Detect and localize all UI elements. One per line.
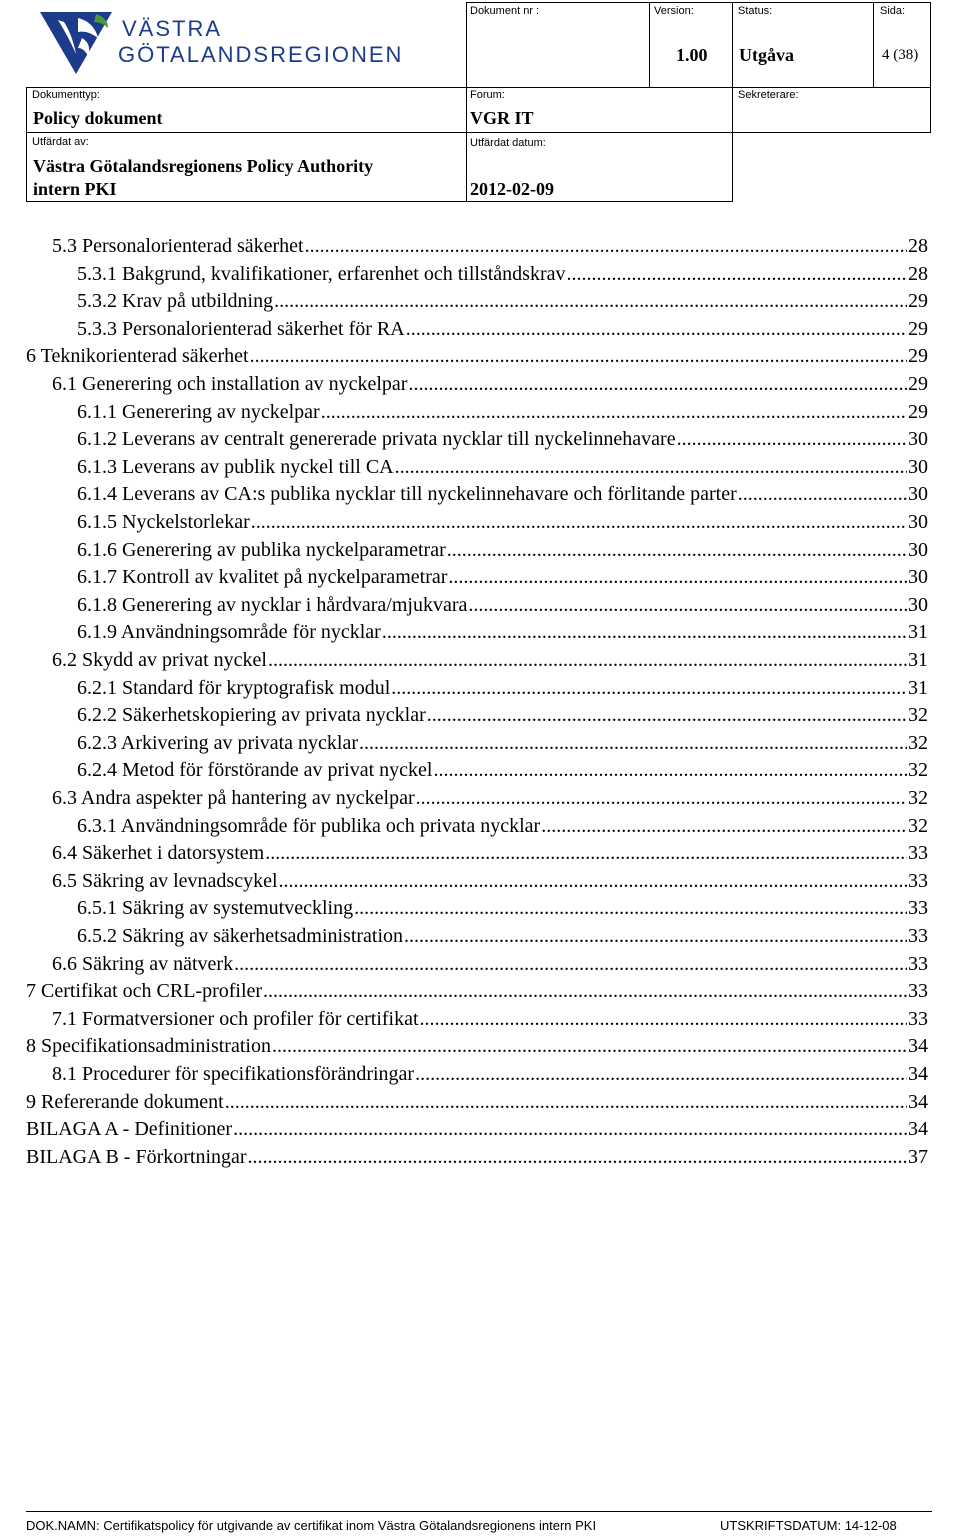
toc-entry-page: 30	[908, 511, 928, 533]
toc-entry-page: 30	[908, 566, 928, 589]
toc-entry[interactable]	[77, 260, 928, 288]
toc-entry[interactable]	[52, 1060, 928, 1088]
toc-entry-title: 8.1 Procedurer för specifikationsförändringar	[52, 1063, 415, 1085]
logo-line-1: VÄSTRA	[122, 16, 223, 41]
toc-leader-dots	[359, 729, 907, 757]
toc-leader-dots	[395, 453, 907, 481]
toc-entry[interactable]	[77, 480, 928, 508]
toc-entry-page: 29	[908, 290, 928, 313]
toc-entry[interactable]	[77, 508, 928, 536]
toc-entry-page: 32	[908, 814, 928, 837]
doc-nr-label: Dokument nr :	[470, 5, 540, 17]
toc-entry[interactable]	[52, 370, 928, 398]
toc-entry-page: 33	[908, 897, 928, 920]
toc-entry[interactable]	[77, 618, 928, 646]
toc-entry-page: 30	[908, 538, 928, 561]
toc-entry-title: 6.1.7 Kontroll av kvalitet på nyckelparametrar	[77, 566, 448, 589]
toc-entry-title: 6.5 Säkring av levnadscykel	[52, 869, 278, 892]
toc-leader-dots	[382, 618, 907, 646]
toc-entry-title: 6.3 Andra aspekter på hantering av nyckelpar	[52, 787, 415, 809]
toc-entry-page: 29	[908, 345, 928, 368]
issued-by-line-2: intern PKI	[33, 179, 117, 199]
toc-entry[interactable]	[26, 342, 928, 370]
toc-leader-dots	[234, 950, 907, 978]
toc-entry-title: 6.1.1 Generering av nyckelpar	[77, 400, 320, 423]
toc-entry[interactable]	[26, 1088, 928, 1116]
toc-leader-dots	[279, 867, 908, 895]
doctype-value: Policy dokument	[33, 108, 163, 128]
toc-entry[interactable]	[77, 701, 928, 729]
footer-print-date: UTSKRIFTSDATUM: 14-12-08	[720, 1518, 897, 1533]
toc-entry[interactable]	[77, 922, 928, 950]
toc-leader-dots	[272, 1032, 907, 1060]
toc-entry-page: 33	[908, 925, 928, 947]
toc-entry-title: 6.1.2 Leverans av centralt genererade privata nycklar till nyckelinnehavare	[77, 428, 676, 451]
footer-doc-name: DOK.NAMN: Certifikatspolicy för utgivande av certifikat inom Västra Götalandsregionens intern PKI	[26, 1518, 597, 1533]
toc-entry-title: 6.6 Säkring av nätverk	[52, 952, 234, 975]
toc-entry[interactable]	[52, 950, 928, 978]
toc-entry-page: 34	[908, 1118, 928, 1141]
page-value: 4 (38)	[882, 47, 919, 63]
toc-leader-dots	[416, 784, 907, 812]
toc-entry-page: 31	[908, 621, 928, 644]
toc-entry-title: 6.3.1 Användningsområde för publika och privata nycklar	[77, 814, 541, 837]
toc-entry[interactable]	[77, 756, 928, 784]
toc-entry[interactable]	[77, 674, 928, 702]
issued-date-value: 2012-02-09	[470, 179, 554, 199]
toc-leader-dots	[233, 1115, 907, 1143]
toc-entry-title: 6.1.4 Leverans av CA:s publika nycklar till nyckelinnehavare och förlitande parter	[77, 483, 737, 506]
doc-nr-cell	[466, 2, 650, 88]
toc-entry-page: 31	[908, 649, 928, 671]
toc-entry-page: 30	[908, 483, 928, 506]
toc-entry-title: BILAGA B - Förkortningar	[26, 1145, 247, 1168]
toc-entry-title: 6.1.6 Generering av publika nyckelparametrar	[77, 538, 446, 561]
forum-cell	[466, 87, 733, 133]
toc-entry-page: 30	[908, 593, 928, 616]
toc-entry[interactable]	[26, 1032, 928, 1060]
secretary-label: Sekreterare:	[738, 89, 799, 101]
toc-entry-title: 5.3.1 Bakgrund, kvalifikationer, erfarenhet och tillståndskrav	[77, 262, 566, 285]
toc-leader-dots	[677, 425, 907, 453]
toc-entry-title: 6.2.1 Standard för kryptografisk modul	[77, 676, 391, 699]
status-label: Status:	[738, 5, 773, 17]
toc-leader-dots	[567, 260, 908, 288]
toc-entry[interactable]	[26, 977, 928, 1005]
toc-entry-title: 5.3.2 Krav på utbildning	[77, 290, 274, 313]
toc-entry-title: 6.2 Skydd av privat nyckel	[52, 649, 267, 671]
toc-entry-title: 6.1.9 Användningsområde för nycklar	[77, 621, 381, 644]
toc-entry-title: 6.1.3 Leverans av publik nyckel till CA	[77, 455, 394, 478]
version-cell	[649, 2, 733, 88]
toc-entry[interactable]	[52, 839, 928, 867]
toc-leader-dots	[265, 839, 907, 867]
toc-entry[interactable]	[52, 784, 928, 812]
toc-entry-title: 6.2.2 Säkerhetskopiering av privata nycklar	[77, 704, 426, 727]
toc-entry[interactable]	[77, 425, 928, 453]
toc-entry[interactable]	[77, 315, 928, 343]
toc-entry-title: 6.1.5 Nyckelstorlekar	[77, 511, 250, 533]
toc-entry-page: 33	[908, 869, 928, 892]
toc-entry[interactable]	[26, 1115, 928, 1143]
toc-leader-dots	[433, 756, 907, 784]
toc-entry-title: 6.1 Generering och installation av nyckelpar	[52, 373, 408, 395]
toc-entry-page: 32	[908, 731, 928, 754]
toc-leader-dots	[225, 1088, 907, 1116]
toc-entry-page: 33	[908, 980, 928, 1003]
issued-by-line-1: Västra Götalandsregionens Policy Authority	[33, 156, 374, 176]
toc-entry-page: 28	[908, 235, 928, 257]
toc-entry-title: 5.3 Personalorienterad säkerhet	[52, 235, 304, 257]
toc-entry[interactable]	[52, 1005, 928, 1033]
page-label: Sida:	[880, 5, 906, 17]
doctype-label: Dokumenttyp:	[32, 89, 100, 101]
toc-leader-dots	[406, 315, 907, 343]
toc-entry-page: 34	[908, 1063, 928, 1085]
toc-entry-page: 37	[908, 1145, 928, 1168]
version-value: 1.00	[676, 45, 708, 65]
toc-entry-title: 6.5.2 Säkring av säkerhetsadministration	[77, 925, 404, 947]
toc-leader-dots	[391, 674, 907, 702]
toc-leader-dots	[305, 232, 907, 260]
toc-entry[interactable]	[77, 729, 928, 757]
toc-leader-dots	[415, 1060, 907, 1088]
toc-entry-page: 29	[908, 373, 928, 395]
toc-entry[interactable]	[77, 591, 928, 619]
toc-leader-dots	[420, 1005, 907, 1033]
toc-entry-title: 5.3.3 Personalorienterad säkerhet för RA	[77, 317, 405, 340]
toc-entry[interactable]	[77, 453, 928, 481]
version-label: Version:	[654, 5, 694, 17]
toc-entry-page: 29	[908, 317, 928, 340]
toc-entry-title: 7.1 Formatversioner och profiler för certifikat	[52, 1007, 419, 1030]
toc-entry-title: 6.2.4 Metod för förstörande av privat nyckel	[77, 759, 433, 782]
toc-leader-dots	[738, 480, 907, 508]
toc-entry-page: 33	[908, 1007, 928, 1030]
toc-entry-page: 32	[908, 787, 928, 809]
toc-entry-title: 8 Specifikationsadministration	[26, 1035, 271, 1058]
issued-by-cell	[26, 132, 467, 202]
toc-leader-dots	[248, 1143, 907, 1171]
toc-leader-dots	[541, 812, 907, 840]
toc-leader-dots	[354, 894, 907, 922]
toc-entry-title: 6.5.1 Säkring av systemutveckling	[77, 897, 354, 920]
vgr-logo	[38, 8, 404, 80]
toc-leader-dots	[448, 563, 907, 591]
toc-entry[interactable]	[26, 1143, 928, 1171]
toc-entry-page: 32	[908, 759, 928, 782]
toc-entry-page: 33	[908, 952, 928, 975]
toc-leader-dots	[427, 701, 907, 729]
issued-by-label: Utfärdat av:	[32, 136, 89, 148]
page-cell	[873, 2, 931, 88]
toc-entry-page: 28	[908, 262, 928, 285]
secretary-cell	[732, 87, 931, 133]
toc-leader-dots	[268, 646, 907, 674]
toc-entry[interactable]	[77, 563, 928, 591]
toc-leader-dots	[404, 922, 907, 950]
doctype-cell	[26, 87, 467, 133]
forum-value: VGR IT	[470, 108, 534, 128]
toc-leader-dots	[468, 591, 907, 619]
toc-entry-page: 33	[908, 842, 928, 865]
toc-entry[interactable]	[77, 894, 928, 922]
toc-entry-title: 6.4 Säkerhet i datorsystem	[52, 842, 265, 865]
toc-entry-page: 30	[908, 428, 928, 451]
toc-entry-page: 29	[908, 400, 928, 423]
toc-entry[interactable]	[52, 232, 928, 260]
toc-entry-page: 34	[908, 1090, 928, 1113]
status-cell	[732, 2, 874, 88]
status-value: Utgåva	[739, 45, 794, 65]
toc-entry-title: 7 Certifikat och CRL-profiler	[26, 980, 263, 1003]
toc-entry-page: 34	[908, 1035, 928, 1058]
toc-entry-title: 9 Refererande dokument	[26, 1090, 224, 1113]
toc-entry[interactable]	[77, 287, 928, 315]
issued-date-cell	[466, 132, 733, 202]
forum-label: Forum:	[470, 89, 505, 101]
toc-leader-dots	[321, 398, 907, 426]
toc-entry[interactable]	[52, 646, 928, 674]
toc-entry-page: 30	[908, 455, 928, 478]
toc-entry-page: 31	[908, 676, 928, 699]
toc-leader-dots	[263, 977, 907, 1005]
toc-entry-title: 6.2.3 Arkivering av privata nycklar	[77, 731, 359, 754]
issued-date-label: Utfärdat datum:	[470, 137, 546, 149]
vgr-logo-icon	[38, 8, 114, 78]
footer-divider	[26, 1511, 932, 1512]
toc-entry[interactable]	[77, 398, 928, 426]
toc-leader-dots	[251, 508, 907, 536]
toc-entry-title: 6 Teknikorienterad säkerhet	[26, 345, 249, 368]
toc-entry-title: BILAGA A - Definitioner	[26, 1118, 233, 1141]
toc-leader-dots	[250, 342, 907, 370]
toc-leader-dots	[274, 287, 907, 315]
toc-leader-dots	[408, 370, 907, 398]
toc-leader-dots	[447, 536, 907, 564]
logo-line-2: GÖTALANDSREGIONEN	[118, 42, 404, 67]
toc-entry-page: 32	[908, 704, 928, 727]
toc-entry[interactable]	[52, 867, 928, 895]
toc-entry[interactable]	[77, 536, 928, 564]
toc-entry[interactable]	[77, 812, 928, 840]
toc-entry-title: 6.1.8 Generering av nycklar i hårdvara/mjukvara	[77, 593, 468, 616]
